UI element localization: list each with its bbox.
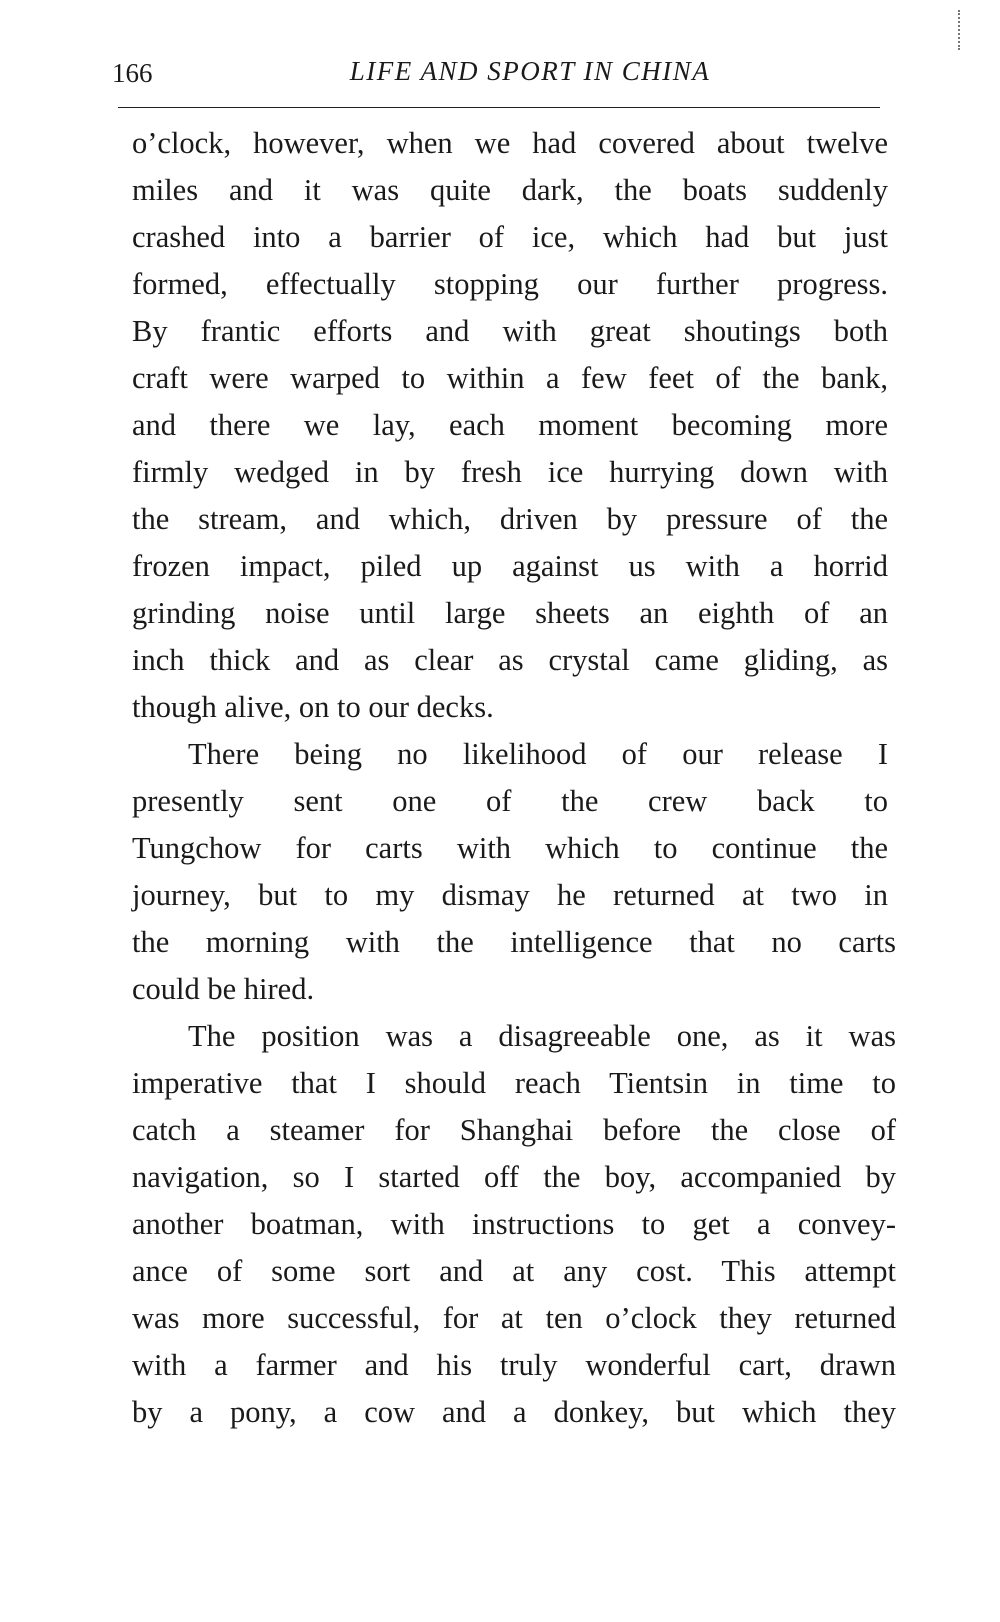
text-line: Tungchow for carts with which to continue the bbox=[132, 831, 888, 865]
text-line: another boatman, with instructions to get a convey- bbox=[132, 1207, 896, 1241]
text-line: There being no likelihood of our release I bbox=[188, 737, 888, 771]
header-rule bbox=[118, 107, 880, 108]
text-line: journey, but to my dismay he returned at two in bbox=[132, 878, 888, 912]
text-line: by a pony, a cow and a donkey, but which they bbox=[132, 1395, 896, 1429]
text-line: craft were warped to within a few feet of the bank, bbox=[132, 361, 888, 395]
text-line: o’clock, however, when we had covered about twelve bbox=[132, 126, 888, 160]
text-line: imperative that I should reach Tientsin in time to bbox=[132, 1066, 896, 1100]
text-line: grinding noise until large sheets an eighth of an bbox=[132, 596, 888, 630]
text-line: By frantic efforts and with great shoutings both bbox=[132, 314, 888, 348]
text-line: the morning with the intelligence that no carts bbox=[132, 925, 896, 959]
text-line: catch a steamer for Shanghai before the close of bbox=[132, 1113, 896, 1147]
text-line: navigation, so I started off the boy, accompanied by bbox=[132, 1160, 896, 1194]
text-line: frozen impact, piled up against us with a horrid bbox=[132, 549, 888, 583]
text-line: presently sent one of the crew back to bbox=[132, 784, 888, 818]
scan-edge-mark bbox=[958, 10, 962, 50]
text-line: with a farmer and his truly wonderful cart, drawn bbox=[132, 1348, 896, 1382]
text-line: was more successful, for at ten o’clock they returned bbox=[132, 1301, 896, 1335]
body-text bbox=[132, 120, 896, 1436]
running-title: LIFE AND SPORT IN CHINA bbox=[349, 56, 711, 86]
text-line: could be hired. bbox=[132, 972, 315, 1006]
page-number: 166 bbox=[112, 58, 153, 88]
text-line: miles and it was quite dark, the boats suddenly bbox=[132, 173, 888, 207]
text-line: crashed into a barrier of ice, which had but just bbox=[132, 220, 888, 254]
text-line: firmly wedged in by fresh ice hurrying down with bbox=[132, 455, 888, 489]
text-line: ance of some sort and at any cost. This attempt bbox=[132, 1254, 896, 1288]
text-line: though alive, on to our decks. bbox=[132, 690, 494, 724]
text-line: and there we lay, each moment becoming more bbox=[132, 408, 888, 442]
text-line: The position was a disagreeable one, as it was bbox=[188, 1019, 896, 1053]
text-line: formed, effectually stopping our further progress. bbox=[132, 267, 888, 301]
text-line: inch thick and as clear as crystal came gliding, as bbox=[132, 643, 888, 677]
text-line: the stream, and which, driven by pressure of the bbox=[132, 502, 888, 536]
